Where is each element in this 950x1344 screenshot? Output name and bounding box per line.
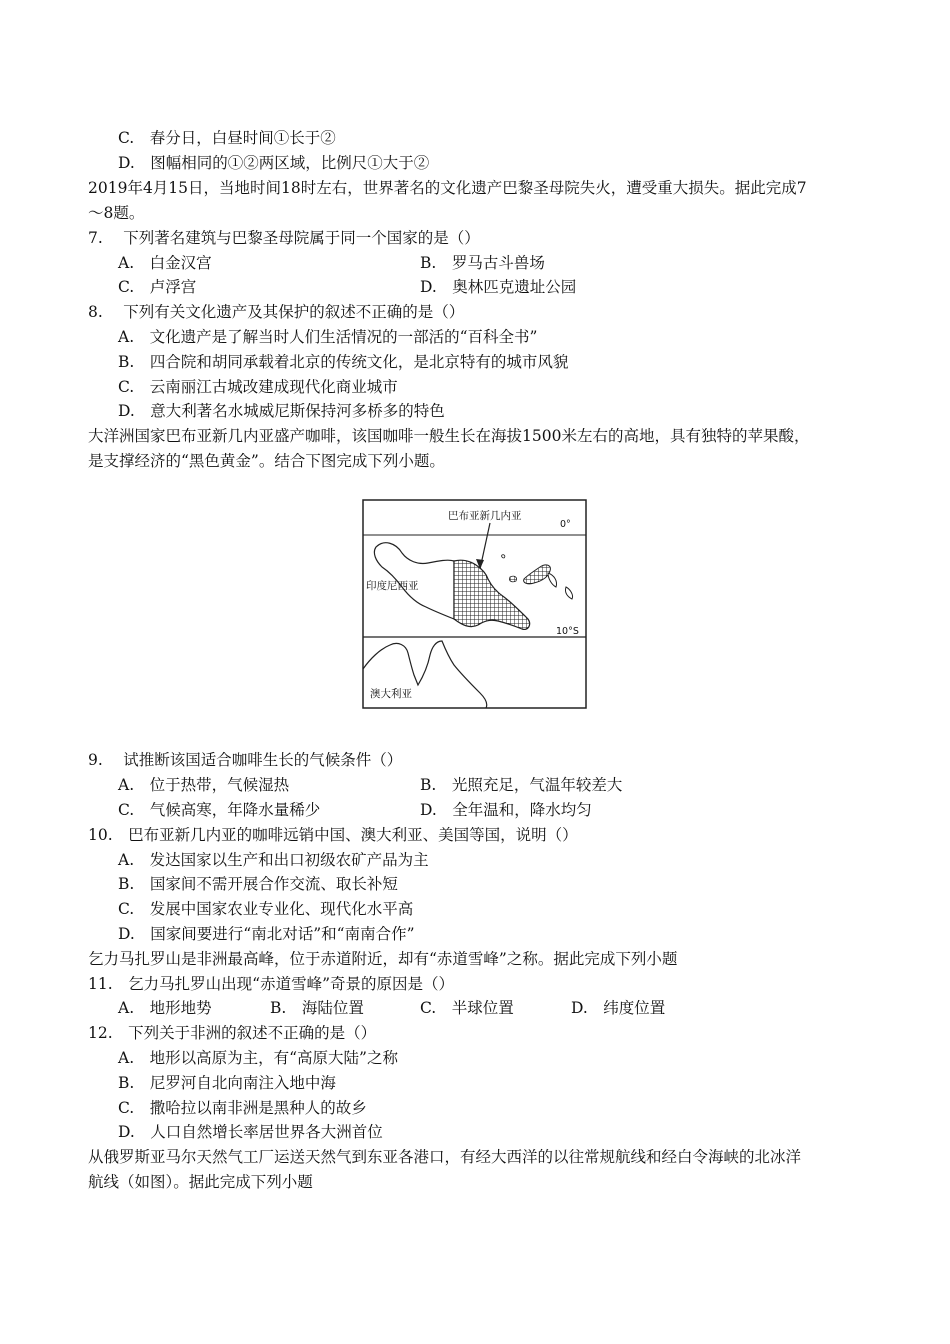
prev-option-d: D. 图幅相同的①②两区域，比例尺①大于② [118, 154, 430, 172]
q7-stem: 7. 下列著名建筑与巴黎圣母院属于同一个国家的是（） [88, 229, 480, 247]
q12-option-c: C. 撒哈拉以南非洲是黑种人的故乡 [118, 1099, 367, 1117]
q10-option-a: A. 发达国家以生产和出口初级农矿产品为主 [118, 851, 429, 869]
q10-option-b: B. 国家间不需开展合作交流、取长补短 [118, 875, 398, 893]
q8-option-d: D. 意大利著名水城威尼斯保持河多桥多的特色 [118, 402, 445, 420]
q11-option-b: B. 海陆位置 [270, 999, 364, 1017]
indonesia-label: 印度尼西亚 [366, 580, 419, 592]
q8-option-b: B. 四合院和胡同承载着北京的传统文化，是北京特有的城市风貌 [118, 353, 569, 371]
q10-stem: 10. 巴布亚新几内亚的咖啡远销中国、澳大利亚、美国等国，说明（） [88, 826, 578, 844]
intro-7-8-line1: 2019年4月15日，当地时间18时左右，世界著名的文化遗产巴黎圣母院失火，遭受重大损失。据此完成7 [88, 179, 807, 197]
q11-option-d: D. 纬度位置 [571, 999, 666, 1017]
png-label: 巴布亚新几内亚 [448, 510, 522, 522]
q9-stem: 9. 试推断该国适合咖啡生长的气候条件（） [88, 751, 403, 769]
q12-option-b: B. 尼罗河自北向南注入地中海 [118, 1074, 336, 1092]
prev-option-c: C. 春分日，白昼时间①长于② [118, 129, 336, 147]
q11-option-a: A. 地形地势 [118, 999, 212, 1017]
lat-10s-label: 10°S [556, 626, 579, 637]
q10-option-d: D. 国家间要进行“南北对话”和“南南合作” [118, 925, 415, 943]
q7-option-c: C. 卢浮宫 [118, 278, 197, 296]
intro-11-12-line1: 乞力马扎罗山是非洲最高峰，位于赤道附近，却有“赤道雪峰”之称。据此完成下列小题 [88, 950, 678, 968]
q12-option-d: D. 人口自然增长率居世界各大洲首位 [118, 1123, 383, 1141]
q9-option-b: B. 光照充足，气温年较差大 [420, 776, 623, 794]
intro-9-10-line2: 是支撑经济的“黑色黄金”。结合下图完成下列小题。 [88, 452, 445, 470]
q8-option-a: A. 文化遗产是了解当时人们生活情况的一部活的“百科全书” [118, 328, 538, 346]
q12-option-a: A. 地形以高原为主，有“高原大陆”之称 [118, 1049, 398, 1067]
intro-9-10-line1: 大洋洲国家巴布亚新几内亚盛产咖啡，该国咖啡一般生长在海拔1500米左右的高地，具有独特的苹果酸， [88, 427, 810, 445]
q11-stem: 11. 乞力马扎罗山出现“赤道雪峰”奇景的原因是（） [88, 975, 454, 993]
q7-option-b: B. 罗马古斗兽场 [420, 254, 545, 272]
q9-option-c: C. 气候高寒，年降水量稀少 [118, 801, 321, 819]
png-location-map [362, 499, 588, 711]
q9-option-d: D. 全年温和，降水均匀 [420, 801, 592, 819]
intro-next-line2: 航线（如图）。据此完成下列小题 [88, 1173, 313, 1191]
intro-next-line1: 从俄罗斯亚马尔天然气工厂运送天然气到东亚各港口，有经大西洋的以往常规航线和经白令海峡的北冰洋 [88, 1148, 802, 1166]
q9-option-a: A. 位于热带，气候湿热 [118, 776, 290, 794]
q11-option-c: C. 半球位置 [420, 999, 514, 1017]
q10-option-c: C. 发展中国家农业专业化、现代化水平高 [118, 900, 414, 918]
q7-option-a: A. 白金汉宫 [118, 254, 212, 272]
q12-stem: 12. 下列关于非洲的叙述不正确的是（） [88, 1024, 377, 1042]
q7-option-d: D. 奥林匹克遗址公园 [420, 278, 577, 296]
q8-option-c: C. 云南丽江古城改建成现代化商业城市 [118, 378, 398, 396]
australia-label: 澳大利亚 [370, 688, 412, 700]
q8-stem: 8. 下列有关文化遗产及其保护的叙述不正确的是（） [88, 303, 465, 321]
intro-7-8-line2: ～8题。 [88, 204, 145, 222]
lat-0-label: 0° [560, 519, 571, 530]
